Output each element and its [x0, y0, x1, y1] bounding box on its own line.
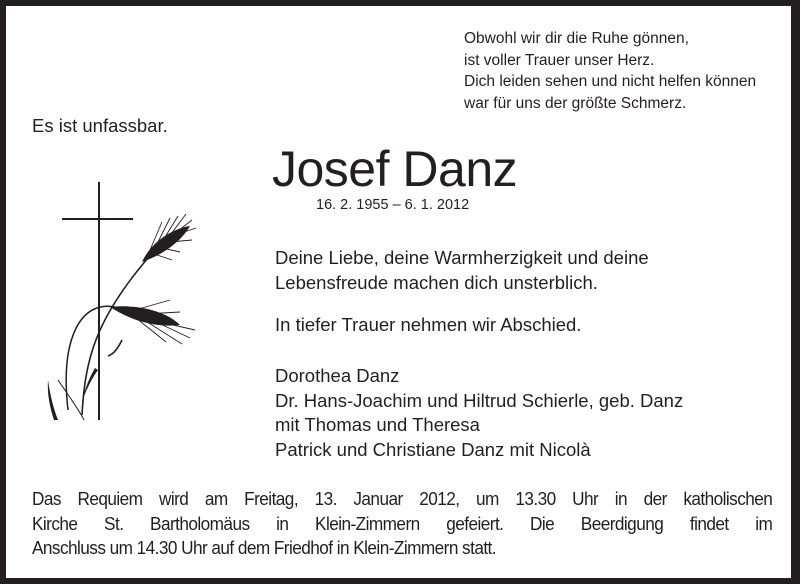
tribute-text [275, 246, 649, 295]
service-line: Kirche St. Bartholomäus in Klein-Zimmern gefeiert. Die Beerdigung findet im [32, 512, 773, 534]
tribute-line: Deine Liebe, deine Warmherzigkeit und deine [275, 247, 649, 268]
poem [464, 28, 756, 114]
tribute-line: Lebensfreude machen dich unsterblich. [275, 271, 598, 293]
mourner: Dorothea Danz [275, 365, 400, 386]
obituary-notice [6, 6, 791, 578]
cross-with-wheat-icon [40, 170, 240, 420]
poem-line: ist voller Trauer unser Herz. [464, 51, 655, 69]
deceased-name: Josef Danz [272, 141, 518, 197]
service-line: Das Requiem wird am Freitag, 13. Januar 2012, um 13.30 Uhr in der katholischen [32, 488, 773, 509]
intro-text: Es ist unfassbar. [32, 115, 168, 136]
poem-line: Obwohl wir dir die Ruhe gönnen, [464, 30, 689, 47]
life-dates: 16. 2. 1955 – 6. 1. 2012 [316, 197, 470, 213]
poem-line: war für uns der größte Schmerz. [464, 94, 687, 112]
poem-line: Dich leiden sehen und nicht helfen können [464, 73, 757, 90]
service-info [32, 487, 772, 561]
service-line: Anschluss um 14.30 Uhr auf dem Friedhof in Klein-Zimmern statt. [32, 537, 496, 558]
farewell-text: In tiefer Trauer nehmen wir Abschied. [275, 314, 582, 335]
mourner: Dr. Hans-Joachim und Hiltrud Schierle, geb. Danz [275, 389, 684, 411]
mourner: Patrick und Christiane Danz mit Nicolà [275, 438, 591, 460]
mourners-list [275, 364, 683, 462]
mourner: mit Thomas und Theresa [275, 414, 480, 435]
